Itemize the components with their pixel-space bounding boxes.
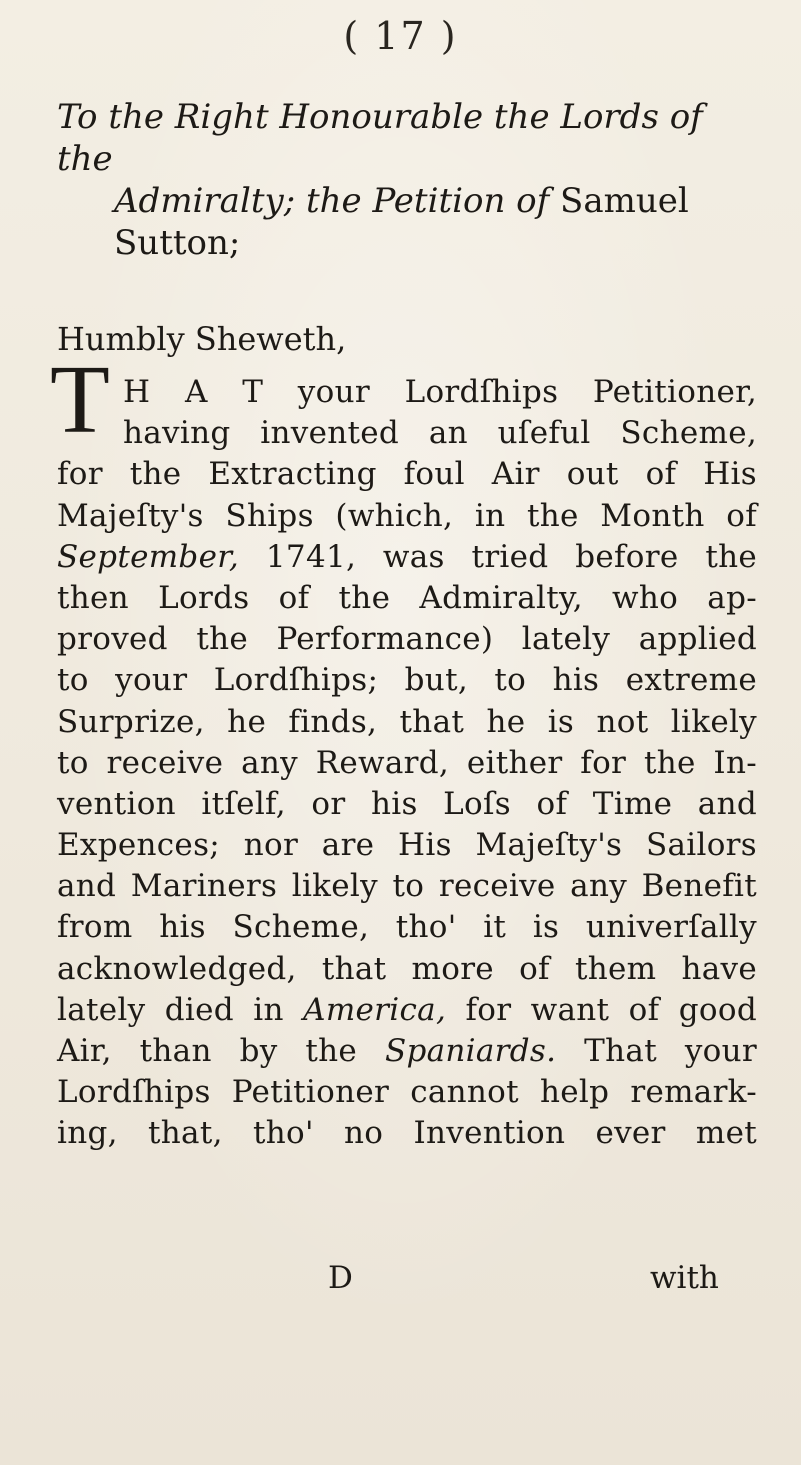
body-line: H A T your Lordſhips Petitioner, — [123, 374, 757, 410]
petition-body — [57, 372, 757, 1155]
body-line — [57, 990, 757, 1031]
salutation: Humbly Sheweth, — [57, 320, 347, 358]
body-line: acknowledged, that more of them have — [57, 950, 757, 987]
italic-word: America, — [303, 991, 447, 1028]
body-line: then Lords of the Admiralty, who ap- — [57, 579, 757, 616]
heading-name-last: Sutton — [114, 223, 229, 263]
body-line: having invented an uſeful Scheme, — [123, 415, 757, 452]
body-line — [57, 537, 757, 578]
drop-cap: T — [50, 346, 110, 454]
line-text: for want of good — [446, 991, 757, 1028]
line-text: 1741, was tried before the — [239, 538, 757, 575]
italic-word: Spaniards. — [384, 1033, 557, 1069]
petition-heading — [57, 96, 757, 264]
line-text: Air, than by the — [57, 1033, 385, 1069]
body-line: to your Lordſhips; but, to his extreme — [57, 662, 757, 699]
body-line: ing, that, tho' no Invention ever met — [57, 1115, 757, 1152]
heading-line-3 — [114, 222, 757, 264]
heading-name-first: Samuel — [560, 181, 689, 221]
heading-petition: ; the Petition of — [283, 181, 550, 221]
body-line: Majeſty's Ships (which, in the Month of — [57, 497, 757, 534]
body-line: Lordſhips Petitioner cannot help remark- — [57, 1074, 757, 1111]
heading-line-2 — [114, 180, 757, 222]
page-number: ( 17 ) — [343, 14, 458, 58]
catchword: with — [650, 1260, 719, 1296]
body-line: proved the Performance) lately applied — [57, 621, 757, 658]
line-text: That your — [556, 1033, 757, 1069]
heading-end-punct: ; — [228, 223, 241, 263]
signature-mark: D — [328, 1260, 353, 1296]
body-line: to receive any Reward, either for the In- — [57, 744, 757, 781]
body-line: Surprize, he finds, that he is not likely — [57, 703, 757, 740]
body-line: Expences; nor are His Majeſty's Sailors — [57, 827, 757, 864]
italic-word: September, — [57, 538, 240, 575]
body-line: for the Extracting foul Air out of His — [57, 456, 757, 493]
line-text: lately died in — [57, 991, 304, 1028]
body-line — [57, 1031, 757, 1072]
body-line: from his Scheme, tho' it is univerſally — [57, 909, 757, 946]
body-line: vention itſelf, or his Loſs of Time and — [57, 785, 757, 822]
heading-admiralty: Admiralty — [114, 181, 284, 221]
body-line: and Mariners likely to receive any Benefit — [57, 868, 757, 905]
heading-address: To the Right Honourable the Lords of the — [57, 97, 703, 179]
